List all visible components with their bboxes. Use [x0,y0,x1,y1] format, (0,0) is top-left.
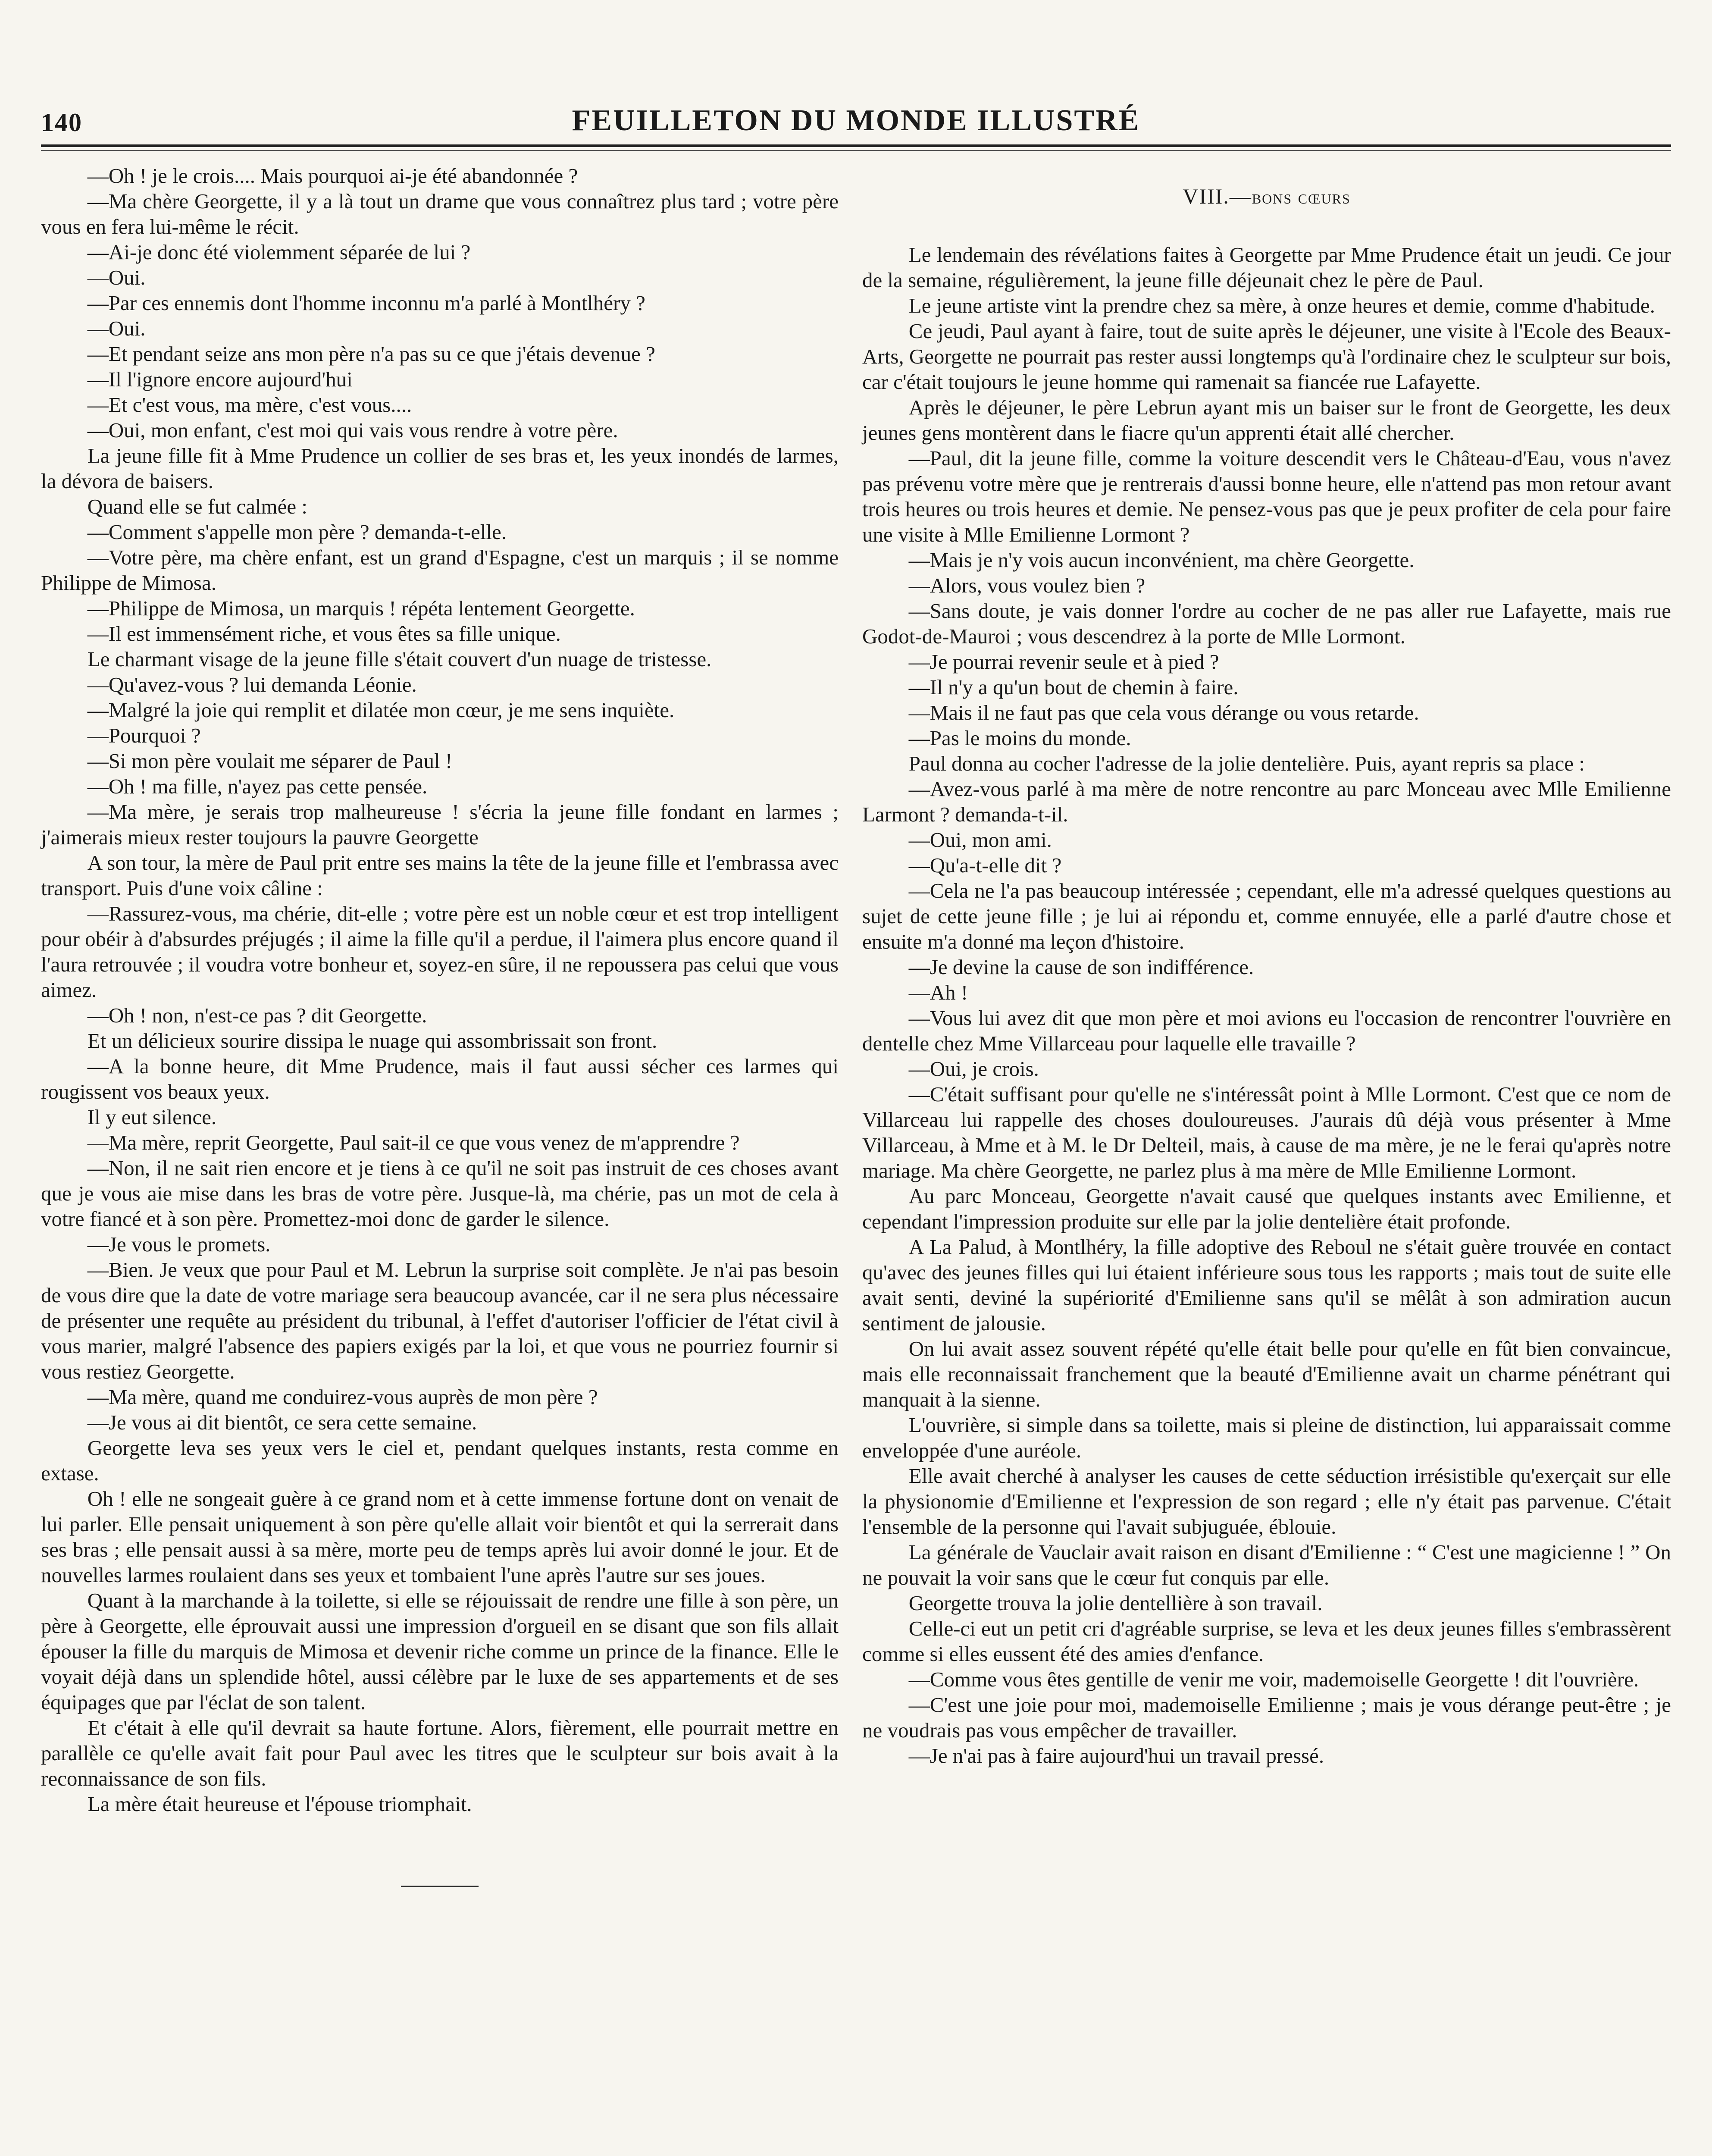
left-paragraph: —Ma chère Georgette, il y a là tout un drame que vous connaîtrez plus tard ; votre père vous en fera lui-même le récit. [41,189,839,238]
left-paragraph: —Oh ! ma fille, n'ayez pas cette pensée. [87,774,428,798]
right-paragraph: Paul donna au cocher l'adresse de la jolie dentelière. Puis, ayant repris sa place : [908,752,1585,775]
left-column [41,163,839,1887]
left-paragraph: —Il est immensément riche, et vous êtes sa fille unique. [87,622,561,646]
left-paragraph: —Je vous ai dit bientôt, ce sera cette semaine. [87,1410,477,1434]
right-paragraph: —C'est une joie pour moi, mademoiselle Emilienne ; mais je vous dérange peut-être ; je ne voudrais pas vous empêcher de travailler. [862,1693,1671,1742]
right-paragraph: —C'était suffisant pour qu'elle ne s'intéressât point à Mlle Lormont. C'est que ce nom de Villarceau lui rappelle des choses douloureuses. J'aurais dû déjà vous présenter à Mme Villarceau, à Mme et à M. le Dr Delteil, mais, à cause de ma mère, je ne le ferai qu'après notre mariage. Ma chère Georgette, ne parlez plus à ma mère de Mlle Emilienne Lormont. [862,1082,1671,1182]
right-paragraph: Au parc Monceau, Georgette n'avait causé que quelques instants avec Emilienne, et cependant l'impression produite sur elle par la jolie dentelière était profonde. [862,1184,1671,1233]
left-paragraph: —Oh ! je le crois.... Mais pourquoi ai-je été abandonnée ? [87,164,578,188]
right-paragraph: —Avez-vous parlé à ma mère de notre rencontre au parc Monceau avec Mlle Emilienne Larmont ? demanda-t-il. [862,777,1671,826]
end-rule [401,1886,479,1887]
left-paragraph: —A la bonne heure, dit Mme Prudence, mais il faut aussi sécher ces larmes qui rougissent vos beaux yeux. [41,1054,839,1103]
running-title: FEUILLETON DU MONDE ILLUSTRÉ [572,104,1140,137]
left-paragraph: A son tour, la mère de Paul prit entre ses mains la tête de la jeune fille et l'embrassa avec transport. Puis d'une voix câline : [41,851,839,900]
left-paragraph: —Oui, mon enfant, c'est moi qui vais vous rendre à votre père. [87,418,618,442]
left-paragraph: —Ma mère, je serais trop malheureuse ! s'écria la jeune fille fondant en larmes ; j'aimerais mieux rester toujours la pauvre Georgette [41,800,839,849]
right-paragraph: —Mais il ne faut pas que cela vous dérange ou vous retarde. [908,701,1419,724]
right-paragraph: —Oui, mon ami. [908,828,1052,852]
left-paragraph: —Et pendant seize ans mon père n'a pas su ce que j'étais devenue ? [87,342,655,366]
left-paragraph: Il y eut silence. [87,1105,217,1129]
left-paragraph: Quant à la marchande à la toilette, si elle se réjouissait de rendre une fille à son père, un père à Georgette, elle éprouvait aussi une impression d'orgueil en se disant que son fils allait épouser la fille du marquis de Mimosa et devenir riche comme un prince de la finance. Elle le voyait déjà dans un splendide hôtel, aussi célèbre par le luxe de ses appartements et de ses équipages que par l'éclat de son talent. [41,1589,839,1714]
left-paragraph: —Oh ! non, n'est-ce pas ? dit Georgette. [87,1003,427,1027]
right-paragraph: Le lendemain des révélations faites à Georgette par Mme Prudence était un jeudi. Ce jour de la semaine, régulièrement, la jeune fille déjeunait chez le père de Paul. [862,243,1671,292]
left-paragraph: —Si mon père voulait me séparer de Paul ! [87,749,453,773]
right-paragraph: L'ouvrière, si simple dans sa toilette, mais si pleine de distinction, lui apparaissait comme enveloppée d'une auréole. [862,1413,1671,1462]
left-paragraph: —Rassurez-vous, ma chérie, dit-elle ; votre père est un noble cœur et est trop intelligent pour obéir à d'absurdes préjugés ; il aime la fille qu'il a perdue, il l'aimera plus encore quand il l'aura retrouvée ; il voudra votre bonheur et, soyez-en sûre, il ne repoussera pas celui que vous aimez. [41,902,839,1002]
chapter-heading [862,163,1671,210]
left-paragraph: —Votre père, ma chère enfant, est un grand d'Espagne, c'est un marquis ; il se nomme Philippe de Mimosa. [41,545,839,595]
right-paragraph: —Oui, je crois. [908,1057,1039,1081]
left-paragraph: —Malgré la joie qui remplit et dilatée mon cœur, je me sens inquiète. [87,698,675,722]
right-paragraph: —Vous lui avez dit que mon père et moi avions eu l'occasion de rencontrer l'ouvrière en dentelle chez Mme Villarceau pour laquelle elle travaille ? [862,1006,1671,1055]
left-paragraph: Georgette leva ses yeux vers le ciel et, pendant quelques instants, resta comme en extase. [41,1436,839,1485]
left-paragraph: —Oui. [87,317,146,340]
right-paragraph: —Mais je n'y vois aucun inconvénient, ma chère Georgette. [908,548,1415,572]
left-paragraph: —Ma mère, quand me conduirez-vous auprès de mon père ? [87,1385,598,1409]
left-paragraph: Le charmant visage de la jeune fille s'était couvert d'un nuage de tristesse. [87,647,712,671]
right-paragraph: Après le déjeuner, le père Lebrun ayant mis un baiser sur le front de Georgette, les deux jeunes gens montèrent dans le fiacre qu'un apprenti était allé chercher. [862,395,1671,445]
right-paragraph: Georgette trouva la jolie dentellière à son travail. [908,1591,1323,1615]
right-paragraph: —Je devine la cause de son indifférence. [908,955,1254,979]
right-paragraph: Celle-ci eut un petit cri d'agréable surprise, se leva et les deux jeunes filles s'embrassèrent comme si elles eussent été des amies d'enfance. [862,1617,1671,1666]
right-paragraph: —Paul, dit la jeune fille, comme la voiture descendit vers le Château-d'Eau, vous n'avez pas prévenu votre mère que je rentrerais d'aussi bonne heure, elle n'attend pas mon retour avant trois heures ou trois heures et demie. Ne pensez-vous pas que je peux profiter de cela pour faire une visite à Mlle Emilienne Lormont ? [862,446,1671,546]
left-paragraph: Quand elle se fut calmée : [87,495,307,518]
left-paragraph: —Pourquoi ? [87,724,201,747]
left-paragraph: —Qu'avez-vous ? lui demanda Léonie. [87,673,417,696]
page-header [41,99,1671,155]
right-paragraph: La générale de Vauclair avait raison en disant d'Emilienne : “ C'est une magicienne ! ” On ne pouvait la voir sans que le cœur fut conquis par elle. [862,1540,1671,1589]
right-paragraph: On lui avait assez souvent répété qu'elle était belle pour qu'elle en fût bien convaincue, mais elle reconnaissait franchement que la beauté d'Emilienne avait un charme pénétrant qui manquait à la sienne. [862,1337,1671,1411]
left-paragraph: —Et c'est vous, ma mère, c'est vous.... [87,393,412,417]
right-paragraph: —Sans doute, je vais donner l'ordre au cocher de ne pas aller rue Lafayette, mais rue Godot-de-Mauroi ; vous descendrez à la porte de Mlle Lormont. [862,599,1671,648]
right-paragraph: —Comme vous êtes gentille de venir me voir, mademoiselle Georgette ! dit l'ouvrière. [908,1667,1639,1691]
right-paragraph: Le jeune artiste vint la prendre chez sa mère, à onze heures et demie, comme d'habitude. [908,294,1656,317]
chapter-title: bons cœurs [1252,186,1351,208]
right-paragraph: —Qu'a-t-elle dit ? [908,853,1062,877]
left-paragraph: Et c'était à elle qu'il devrait sa haute fortune. Alors, fièrement, elle pourrait mettre en parallèle ce qu'elle avait fait pour Paul avec les titres que le sculpteur sur bois avait à la reconnaissance de son fils. [41,1716,839,1790]
left-paragraph: —Bien. Je veux que pour Paul et M. Lebrun la surprise soit complète. Je n'ai pas besoin de vous dire que la date de votre mariage sera beaucoup avancée, car il ne sera plus nécessaire de présenter une requête au président du tribunal, à l'effet d'autoriser l'officier de l'état civil à vous marier, malgré l'absence des papiers exigés par la loi, et que vous ne pourriez fournir si vous restiez Georgette. [41,1258,839,1383]
right-paragraph: —Je pourrai revenir seule et à pied ? [908,650,1219,674]
right-paragraph: —Il n'y a qu'un bout de chemin à faire. [908,675,1239,699]
right-paragraph: —Ah ! [908,981,968,1004]
left-paragraph: Et un délicieux sourire dissipa le nuage qui assombrissait son front. [87,1029,657,1053]
left-paragraph: —Ai-je donc été violemment séparée de lui ? [87,240,471,264]
page-number: 140 [41,108,82,137]
left-paragraph: La jeune fille fit à Mme Prudence un collier de ses bras et, les yeux inondés de larmes, la dévora de baisers. [41,444,839,493]
left-paragraph: —Non, il ne sait rien encore et je tiens à ce qu'il ne soit pas instruit de ces choses avant que je vous aie mise dans les bras de votre père. Jusque-là, ma chérie, pas un mot de cela à votre fiancé et à son père. Promettez-moi donc de garder le silence. [41,1156,839,1231]
right-paragraph: —Cela ne l'a pas beaucoup intéressée ; cependant, elle m'a adressé quelques questions au sujet de cette jeune fille ; je lui ai répondu et, comme ennuyée, elle a parlé d'autre chose et ensuite m'a donné ma leçon d'histoire. [862,879,1671,953]
header-rule-thin [41,150,1671,151]
right-paragraph: —Je n'ai pas à faire aujourd'hui un travail pressé. [908,1744,1324,1767]
left-paragraph: La mère était heureuse et l'épouse triomphait. [87,1792,472,1816]
left-paragraph: —Par ces ennemis dont l'homme inconnu m'a parlé à Montlhéry ? [87,291,645,315]
right-paragraph: A La Palud, à Montlhéry, la fille adoptive des Reboul ne s'était guère trouvée en contact qu'avec des jeunes filles qui lui étaient inférieure sous tous les rapports ; mais tout de suite elle avait senti, deviné la supériorité d'Emilienne sans qu'il se mêlât à son admiration aucun sentiment de jalousie. [862,1235,1671,1335]
header-rule [41,144,1671,147]
left-paragraph: —Je vous le promets. [87,1232,271,1256]
right-paragraph: —Pas le moins du monde. [908,726,1131,750]
left-paragraph: —Philippe de Mimosa, un marquis ! répéta lentement Georgette. [87,596,635,620]
right-paragraph: —Alors, vous voulez bien ? [908,573,1146,597]
left-paragraph: —Oui. [87,266,146,289]
right-paragraph: Ce jeudi, Paul ayant à faire, tout de suite après le déjeuner, une visite à l'Ecole des Beaux-Arts, Georgette ne pourrait pas rester aussi longtemps qu'à l'ordinaire chez le sculpteur sur bois, car c'était toujours le jeune homme qui ramenait sa fiancée rue Lafayette. [862,319,1671,394]
left-paragraph: Oh ! elle ne songeait guère à ce grand nom et à cette immense fortune dont on venait de lui parler. Elle pensait uniquement à son père qu'elle allait voir bientôt et qui la serrerait dans ses bras ; elle pensait aussi à sa mère, morte peu de temps après lui avoir donné le jour. Et de nouvelles larmes roulaient dans ses yeux et tombaient l'une après l'autre sur ses joues. [41,1487,839,1587]
left-paragraph: —Comment s'appelle mon père ? demanda-t-elle. [87,520,507,544]
left-paragraph: —Il l'ignore encore aujourd'hui [87,367,353,391]
right-column [862,163,1671,1768]
chapter-number: VIII.— [1183,184,1252,208]
left-paragraph: —Ma mère, reprit Georgette, Paul sait-il ce que vous venez de m'apprendre ? [87,1131,740,1154]
right-paragraph: Elle avait cherché à analyser les causes de cette séduction irrésistible qu'exerçait sur elle la physionomie d'Emilienne et l'expression de son regard ; elle n'y était pas parvenue. C'était l'ensemble de la personne qui l'avait subjuguée, éblouie. [862,1464,1671,1539]
